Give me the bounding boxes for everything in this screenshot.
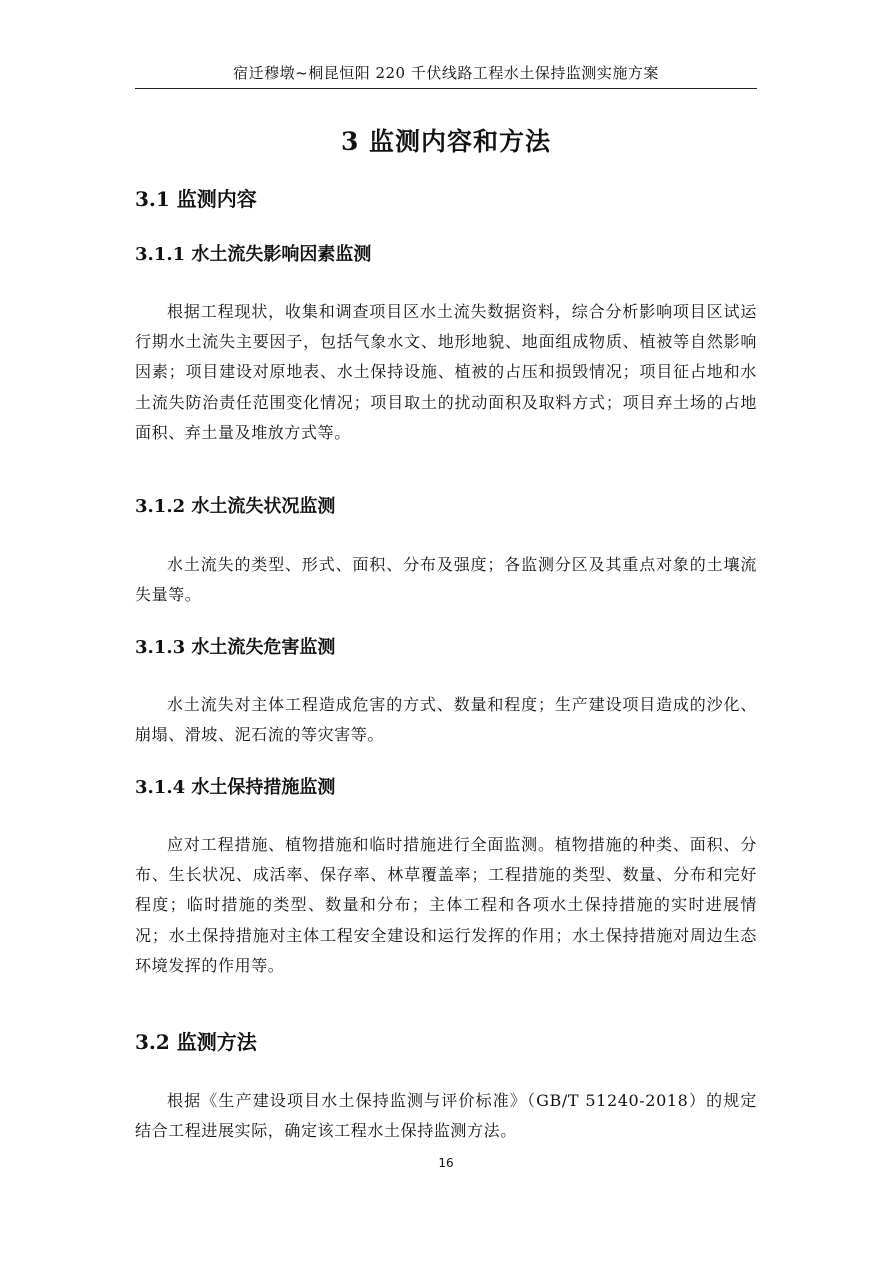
section-heading-3-2: 3.2 监测方法 [135,1030,257,1054]
paragraph-3-1-1: 根据工程现状，收集和调查项目区水土流失数据资料，综合分析影响项目区试运行期水土流失主要因子，包括气象水文、地形地貌、地面组成物质、植被等自然影响因素；项目建设对原地表、水土保持设施、植被的占压和损毁情况；项目征占地和水土流失防治责任范围变化情况；项目取土的扰动面积及取料方式；项目弃土场的占地面积、弃土量及堆放方式等。 [135,302,757,442]
section-heading-3-1-3: 3.1.3 水土流失危害监测 [135,637,336,658]
paragraph-3-2: 根据《生产建设项目水土保持监测与评价标准》（GB/T 51240-2018）的规定结合工程进展实际，确定该工程水土保持监测方法。 [135,1091,757,1141]
paragraph-3-1-4: 应对工程措施、植物措施和临时措施进行全面监测。植物措施的种类、面积、分布、生长状况、成活率、保存率、林草覆盖率；工程措施的类型、数量、分布和完好程度；临时措施的类型、数量和分布；主体工程和各项水土保持措施的实时进展情况；水土保持措施对主体工程安全建设和运行发挥的作用；水土保持措施对周边生态环境发挥的作用等。 [135,835,757,975]
header-divider [135,88,757,89]
paragraph-3-1-2: 水土流失的类型、形式、面积、分布及强度；各监测分区及其重点对象的土壤流失量等。 [135,555,757,605]
section-heading-3-1: 3.1 监测内容 [135,187,257,211]
paragraph-3-1-3: 水土流失对主体工程造成危害的方式、数量和程度；生产建设项目造成的沙化、崩塌、滑坡、泥石流的等灾害等。 [135,695,757,745]
chapter-title: 3 监测内容和方法 [340,127,552,156]
section-heading-3-1-2: 3.1.2 水土流失状况监测 [135,496,336,517]
section-heading-3-1-1: 3.1.1 水土流失影响因素监测 [135,244,372,265]
section-heading-3-1-4: 3.1.4 水土保持措施监测 [135,777,336,798]
running-header: 宿迁穆墩~桐昆恒阳 220 千伏线路工程水土保持监测实施方案 [233,64,659,82]
page-number: 16 [438,1156,454,1170]
